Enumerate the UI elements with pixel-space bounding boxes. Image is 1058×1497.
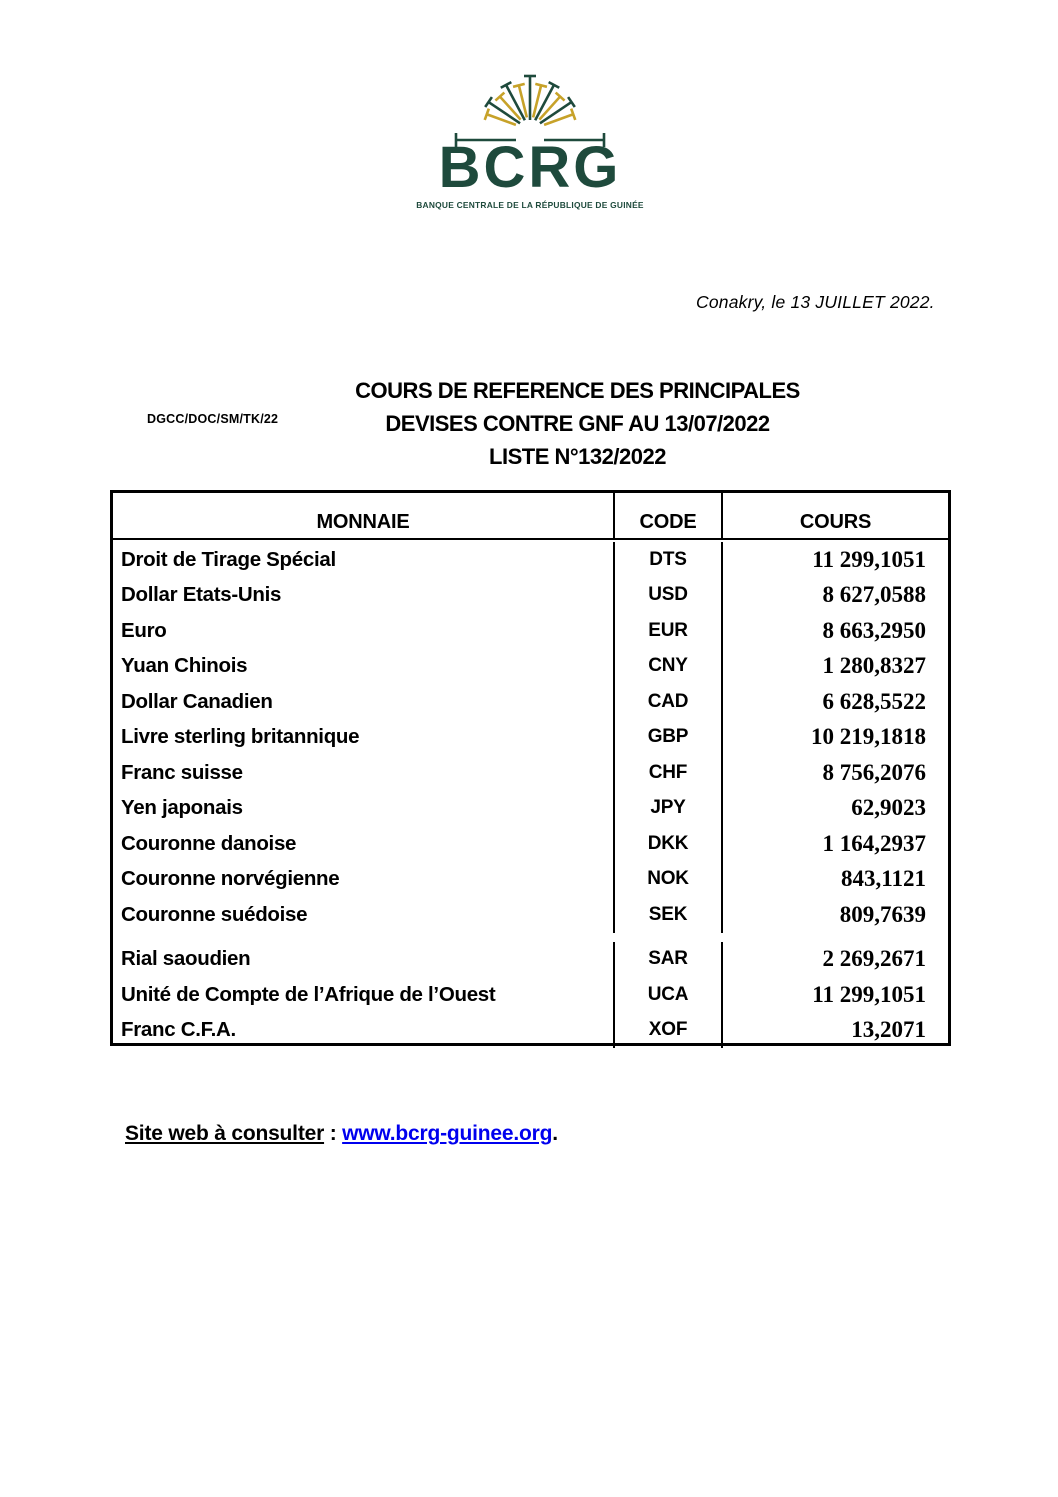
website-label: Site web à consulter	[125, 1122, 325, 1145]
table-row	[113, 684, 948, 720]
currency-code: CNY	[648, 655, 688, 677]
currency-code: GBP	[647, 726, 689, 748]
currency-rate: 8 663,2950	[822, 617, 926, 643]
currency-name: Couronne norvégienne	[121, 867, 340, 891]
currency-code: SAR	[648, 948, 688, 970]
table-row	[113, 897, 948, 933]
currency-code: USD	[648, 584, 688, 606]
website-period: .	[552, 1122, 558, 1145]
currency-name: Yuan Chinois	[121, 654, 248, 678]
currency-name: Couronne danoise	[121, 831, 297, 855]
table-row	[113, 1013, 948, 1049]
currency-rate: 2 269,2671	[822, 946, 926, 972]
currency-code: CHF	[648, 761, 688, 783]
currency-code: UCA	[647, 983, 689, 1005]
title-line-1: COURS DE REFERENCE DES PRINCIPALES	[355, 378, 800, 403]
currency-name: Franc C.F.A.	[121, 1018, 236, 1042]
currency-rate: 8 627,0588	[822, 582, 926, 608]
currency-name: Couronne suédoise	[121, 902, 308, 926]
table-header-row	[113, 493, 948, 540]
table-row	[113, 755, 948, 791]
currency-rate: 1 164,2937	[822, 830, 926, 856]
currency-rate: 13,2071	[851, 1017, 926, 1043]
currency-rate: 11 299,1051	[812, 981, 926, 1007]
currency-code: XOF	[648, 1019, 688, 1041]
table-row	[113, 578, 948, 614]
currency-rate: 809,7639	[839, 901, 926, 927]
exchange-rates-table	[110, 490, 951, 1046]
header-cours: COURS	[799, 511, 872, 533]
currency-name: Dollar Etats-Unis	[121, 583, 282, 607]
currency-rate: 6 628,5522	[822, 688, 926, 714]
header-monnaie: MONNAIE	[316, 511, 410, 533]
currency-name: Dollar Canadien	[121, 689, 273, 713]
header-code: CODE	[639, 511, 697, 533]
bcrg-logo-tagline: BANQUE CENTRALE DE LA RÉPUBLIQUE DE GUINÉE	[416, 200, 644, 210]
table-row	[113, 542, 948, 578]
table-row	[113, 791, 948, 827]
currency-code: DKK	[647, 832, 689, 854]
currency-rate: 62,9023	[851, 795, 926, 821]
table-row	[113, 942, 948, 978]
dateline: Conakry, le 13 JUILLET 2022.	[696, 292, 935, 312]
table-row	[113, 720, 948, 756]
currency-rate: 1 280,8327	[822, 653, 926, 679]
currency-name: Droit de Tirage Spécial	[121, 547, 336, 571]
table-row	[113, 613, 948, 649]
currency-name: Franc suisse	[121, 760, 243, 784]
currency-code: SEK	[648, 903, 688, 925]
currency-name: Livre sterling britannique	[121, 725, 360, 749]
currency-code: CAD	[647, 690, 689, 712]
table-body	[113, 540, 948, 1048]
currency-name: Rial saoudien	[121, 947, 251, 971]
website-separator: :	[324, 1122, 343, 1145]
currency-code: JPY	[650, 797, 686, 819]
currency-code: NOK	[647, 868, 689, 890]
table-row	[113, 826, 948, 862]
table-row	[113, 862, 948, 898]
website-line	[125, 1122, 558, 1146]
currency-rate: 8 756,2076	[822, 759, 926, 785]
currency-rate: 11 299,1051	[812, 546, 926, 572]
title-line-2: DEVISES CONTRE GNF AU 13/07/2022	[385, 411, 770, 436]
table-row	[113, 649, 948, 685]
currency-name: Unité de Compte de l’Afrique de l’Ouest	[121, 982, 496, 1006]
bcrg-logo-wordmark: BCRG	[438, 135, 622, 200]
currency-name: Yen japonais	[121, 796, 243, 820]
reference-code: DGCC/DOC/SM/TK/22	[147, 412, 279, 426]
website-link[interactable]: www.bcrg-guinee.org	[342, 1122, 553, 1145]
table-row	[113, 977, 948, 1013]
currency-name: Euro	[121, 618, 167, 642]
title-line-3: LISTE N°132/2022	[489, 444, 666, 469]
currency-code: DTS	[649, 548, 687, 570]
currency-code: EUR	[648, 619, 688, 641]
currency-rate: 843,1121	[841, 866, 926, 892]
document-title	[255, 374, 900, 473]
currency-rate: 10 219,1818	[811, 724, 926, 750]
